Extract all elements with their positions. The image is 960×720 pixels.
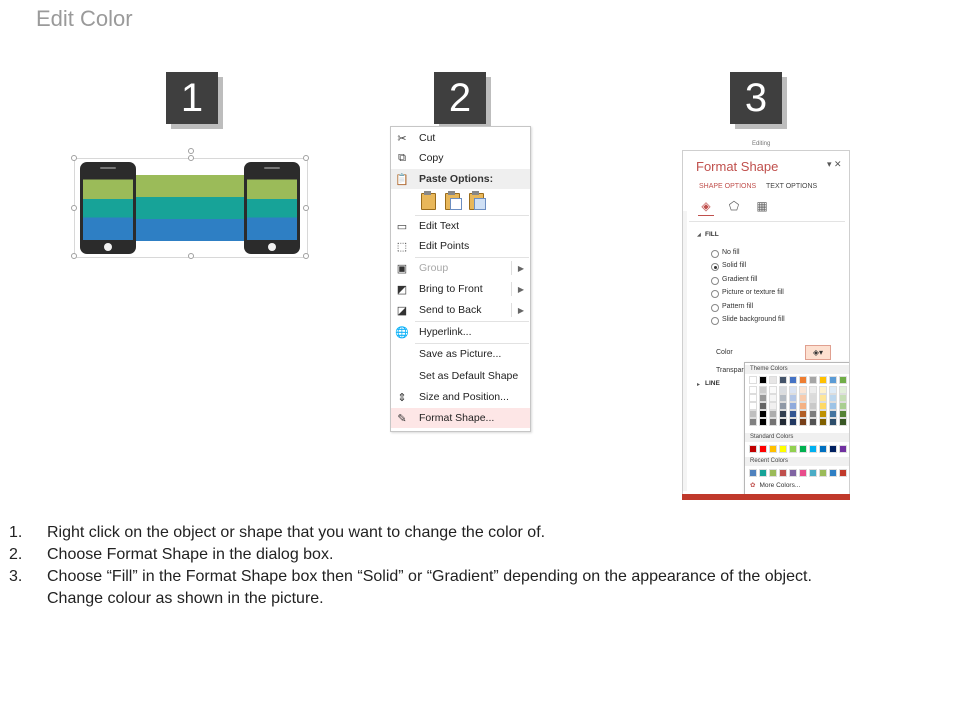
send-to-back-icon: ◪ — [396, 304, 408, 317]
radio-slide-background-fill[interactable] — [711, 317, 719, 325]
format-shape-icon: ✎ — [397, 412, 407, 425]
radio-label: Pattern fill — [722, 303, 754, 310]
menu-item-label: Save as Picture... — [419, 348, 502, 360]
instruction-text: Choose “Fill” in the Format Shape box then “Solid” or “Gradient” depending on the appearance of the object. — [47, 568, 812, 585]
theme-color-tint-swatch[interactable] — [839, 402, 847, 410]
paste-options-header — [391, 169, 530, 189]
menu-item-save-as-picture[interactable] — [391, 344, 530, 364]
theme-color-tint-swatch[interactable] — [829, 394, 837, 402]
standard-color-swatch[interactable] — [839, 445, 847, 453]
phone-right — [244, 162, 300, 254]
recent-color-swatch[interactable] — [799, 469, 807, 477]
paste-picture-icon[interactable] — [467, 191, 485, 209]
theme-color-tint-swatch[interactable] — [839, 394, 847, 402]
selected-phone-shape[interactable] — [74, 148, 308, 260]
theme-color-tint-swatch[interactable] — [769, 386, 777, 394]
recent-color-swatch[interactable] — [839, 469, 847, 477]
theme-color-tint-swatch[interactable] — [789, 394, 797, 402]
menu-item-label: Copy — [419, 152, 444, 164]
menu-item-label: Edit Points — [419, 240, 470, 252]
instruction-text: Right click on the object or shape that you want to change the color of. — [47, 524, 546, 541]
recent-color-swatch[interactable] — [749, 469, 757, 477]
menu-item-send-to-back[interactable] — [391, 300, 530, 320]
radio-label: Picture or texture fill — [722, 289, 784, 296]
theme-color-swatch[interactable] — [819, 376, 827, 384]
phone-left-screen — [83, 174, 133, 240]
pane-scrollbar[interactable] — [683, 211, 687, 491]
color-picker-popup — [744, 362, 850, 498]
theme-color-tint-swatch[interactable] — [799, 386, 807, 394]
recent-color-swatch[interactable] — [759, 469, 767, 477]
radio-pattern-fill[interactable] — [711, 304, 719, 312]
phone-right-screen — [247, 174, 297, 240]
menu-item-cut[interactable] — [391, 128, 530, 148]
theme-color-swatch[interactable] — [769, 376, 777, 384]
recent-color-swatch[interactable] — [819, 469, 827, 477]
recent-color-swatch[interactable] — [829, 469, 837, 477]
format-shape-screenshot — [682, 140, 850, 500]
step-badge-3: 3 — [730, 72, 782, 124]
format-shape-pane — [682, 150, 850, 498]
size-properties-icon[interactable]: ▦ — [756, 199, 768, 213]
submenu-arrow-icon: ▶ — [517, 263, 524, 273]
menu-item-label: Bring to Front — [419, 283, 483, 295]
theme-color-shade-swatch[interactable] — [829, 410, 837, 418]
theme-color-shade-swatch[interactable] — [839, 418, 847, 426]
theme-color-swatch[interactable] — [789, 376, 797, 384]
menu-item-label: Hyperlink... — [419, 326, 472, 338]
theme-color-tint-swatch[interactable] — [809, 402, 817, 410]
menu-item-set-default-shape[interactable] — [391, 366, 530, 386]
theme-color-shade-swatch[interactable] — [769, 410, 777, 418]
standard-color-swatch[interactable] — [759, 445, 767, 453]
theme-color-tint-swatch[interactable] — [769, 402, 777, 410]
theme-color-shade-swatch[interactable] — [779, 418, 787, 426]
color-band-green — [132, 175, 244, 197]
theme-color-tint-swatch[interactable] — [759, 386, 767, 394]
page-title: Edit Color — [36, 6, 133, 31]
collapse-triangle-icon[interactable]: ▸ — [697, 382, 701, 388]
instruction-number: 2. — [9, 546, 23, 563]
menu-item-label: Edit Text — [419, 220, 460, 232]
theme-color-tint-swatch[interactable] — [809, 386, 817, 394]
theme-colors-header: Theme Colors — [745, 365, 850, 374]
pane-icon-row — [699, 199, 769, 213]
hyperlink-icon: 🌐 — [395, 326, 409, 339]
theme-color-swatch[interactable] — [749, 376, 757, 384]
standard-colors-header: Standard Colors — [745, 433, 850, 442]
radio-label: No fill — [722, 249, 740, 256]
standard-color-swatch[interactable] — [799, 445, 807, 453]
edit-text-icon: ▭ — [396, 220, 408, 233]
submenu-arrow-icon[interactable]: ▶ — [517, 305, 524, 315]
transparency-label: Transpar — [716, 367, 744, 374]
size-position-icon: ⇕ — [397, 391, 407, 404]
theme-color-shade-swatch[interactable] — [759, 418, 767, 426]
recent-color-swatch[interactable] — [809, 469, 817, 477]
radio-label: Gradient fill — [722, 276, 758, 283]
paste-icon: 📋 — [395, 173, 409, 186]
menu-item-label: Format Shape... — [419, 412, 495, 424]
paste-options-row — [419, 191, 485, 209]
theme-color-shade-swatch[interactable] — [819, 410, 827, 418]
theme-color-tint-swatch[interactable] — [749, 386, 757, 394]
menu-item-label: Paste Options: — [419, 173, 494, 185]
menu-item-label: Set as Default Shape — [419, 370, 519, 382]
theme-color-tint-swatch[interactable] — [819, 402, 827, 410]
instruction-number: 1. — [9, 524, 23, 541]
instruction-number: 3. — [9, 568, 23, 585]
theme-color-tint-swatch[interactable] — [839, 386, 847, 394]
theme-color-shade-swatch[interactable] — [819, 418, 827, 426]
theme-color-tint-swatch[interactable] — [829, 402, 837, 410]
theme-color-swatch[interactable] — [829, 376, 837, 384]
taskbar-strip — [682, 494, 850, 500]
recent-color-swatch[interactable] — [789, 469, 797, 477]
theme-color-shade-swatch[interactable] — [839, 410, 847, 418]
theme-color-shade-swatch[interactable] — [829, 418, 837, 426]
menu-item-label: Group — [419, 262, 449, 274]
theme-color-swatch[interactable] — [759, 376, 767, 384]
group-icon: ▣ — [396, 262, 408, 275]
theme-color-tint-swatch[interactable] — [779, 394, 787, 402]
menu-item-bring-to-front[interactable] — [391, 279, 530, 299]
copy-icon: ⧉ — [398, 151, 406, 164]
theme-color-tint-swatch[interactable] — [759, 402, 767, 410]
standard-color-swatch[interactable] — [789, 445, 797, 453]
recent-color-swatch[interactable] — [769, 469, 777, 477]
scissors-icon: ✂ — [397, 132, 407, 145]
menu-item-group[interactable] — [391, 258, 530, 278]
theme-color-tint-swatch[interactable] — [799, 394, 807, 402]
bring-to-front-icon: ◩ — [396, 283, 408, 296]
theme-color-swatch[interactable] — [779, 376, 787, 384]
fill-color-dropdown[interactable]: ◈▾ — [805, 345, 831, 360]
radio-picture-fill[interactable] — [711, 290, 719, 298]
phone-left — [80, 162, 136, 254]
effects-icon[interactable]: ⬠ — [728, 199, 740, 213]
radio-gradient-fill[interactable] — [711, 277, 719, 285]
theme-color-shade-swatch[interactable] — [809, 418, 817, 426]
tab-shape-options[interactable]: SHAPE OPTIONS — [699, 183, 757, 190]
theme-color-shade-swatch[interactable] — [749, 418, 757, 426]
standard-color-swatch[interactable] — [809, 445, 817, 453]
standard-color-swatch[interactable] — [779, 445, 787, 453]
edit-points-icon: ⬚ — [396, 240, 408, 253]
menu-item-format-shape[interactable] — [391, 408, 530, 428]
resize-handle-r[interactable] — [303, 205, 309, 211]
theme-color-shade-swatch[interactable] — [789, 418, 797, 426]
theme-color-tint-swatch[interactable] — [809, 394, 817, 402]
theme-color-shade-swatch[interactable] — [789, 410, 797, 418]
color-label: Color — [716, 349, 733, 356]
resize-handle-tr[interactable] — [303, 155, 309, 161]
theme-color-shade-swatch[interactable] — [759, 410, 767, 418]
fill-section-header[interactable]: FILL — [705, 231, 719, 238]
recent-colors-header: Recent Colors — [745, 457, 850, 466]
instruction-text: Choose Format Shape in the dialog box. — [47, 546, 334, 563]
step-badge-2: 2 — [434, 72, 486, 124]
menu-item-copy[interactable] — [391, 148, 530, 168]
submenu-arrow-icon[interactable]: ▶ — [517, 284, 524, 294]
radio-label: Slide background fill — [722, 316, 785, 323]
theme-color-tint-swatch[interactable] — [759, 394, 767, 402]
menu-item-edit-points[interactable] — [391, 236, 530, 256]
step-badge-1: 1 — [166, 72, 218, 124]
resize-handle-t[interactable] — [188, 155, 194, 161]
theme-color-tint-swatch[interactable] — [819, 394, 827, 402]
resize-handle-br[interactable] — [303, 253, 309, 259]
theme-color-tint-swatch[interactable] — [799, 402, 807, 410]
color-band-blue — [132, 219, 244, 241]
theme-color-tint-swatch[interactable] — [789, 402, 797, 410]
theme-color-shade-swatch[interactable] — [779, 410, 787, 418]
radio-solid-fill[interactable] — [711, 263, 719, 271]
color-band-teal — [132, 197, 244, 219]
rotation-handle[interactable] — [188, 148, 194, 154]
context-menu — [390, 126, 531, 432]
theme-color-tint-swatch[interactable] — [829, 386, 837, 394]
menu-item-label: Cut — [419, 132, 436, 144]
color-wheel-icon: ✿ — [750, 482, 756, 489]
ribbon-group-label: Editing — [752, 141, 771, 147]
menu-item-edit-text[interactable] — [391, 216, 530, 236]
resize-handle-l[interactable] — [71, 205, 77, 211]
theme-color-shade-swatch[interactable] — [749, 410, 757, 418]
resize-handle-b[interactable] — [188, 253, 194, 259]
menu-item-label: Size and Position... — [419, 391, 509, 403]
radio-no-fill[interactable] — [711, 250, 719, 258]
theme-color-tint-swatch[interactable] — [779, 402, 787, 410]
standard-color-swatch[interactable] — [829, 445, 837, 453]
theme-color-shade-swatch[interactable] — [769, 418, 777, 426]
line-section-header[interactable]: LINE — [705, 380, 720, 387]
theme-color-tint-swatch[interactable] — [769, 394, 777, 402]
standard-color-swatch[interactable] — [819, 445, 827, 453]
theme-color-tint-swatch[interactable] — [749, 402, 757, 410]
resize-handle-bl[interactable] — [71, 253, 77, 259]
more-colors-item[interactable] — [750, 481, 800, 489]
theme-color-tint-swatch[interactable] — [819, 386, 827, 394]
expand-triangle-icon[interactable]: ◢ — [697, 232, 701, 238]
theme-color-swatch[interactable] — [809, 376, 817, 384]
theme-color-shade-swatch[interactable] — [799, 410, 807, 418]
theme-color-shade-swatch[interactable] — [799, 418, 807, 426]
theme-color-swatch[interactable] — [839, 376, 847, 384]
fill-line-icon[interactable]: ◈ — [701, 199, 711, 213]
standard-color-swatch[interactable] — [769, 445, 777, 453]
pane-title: Format Shape — [696, 159, 779, 174]
theme-color-shade-swatch[interactable] — [809, 410, 817, 418]
theme-color-tint-swatch[interactable] — [779, 386, 787, 394]
paste-keep-formatting-icon[interactable] — [419, 191, 437, 209]
more-colors-label: More Colors... — [759, 481, 801, 489]
tab-text-options[interactable]: TEXT OPTIONS — [766, 183, 818, 190]
radio-label: Solid fill — [722, 262, 747, 269]
menu-item-label: Send to Back — [419, 304, 482, 316]
instruction-text: Change colour as shown in the picture. — [47, 590, 324, 607]
recent-color-swatch[interactable] — [779, 469, 787, 477]
theme-color-swatch[interactable] — [799, 376, 807, 384]
menu-item-hyperlink[interactable] — [391, 322, 530, 342]
resize-handle-tl[interactable] — [71, 155, 77, 161]
menu-item-size-and-position[interactable] — [391, 387, 530, 407]
theme-color-tint-swatch[interactable] — [789, 386, 797, 394]
pane-close-icon[interactable]: ▾ ✕ — [827, 159, 842, 169]
theme-color-tint-swatch[interactable] — [749, 394, 757, 402]
standard-color-swatch[interactable] — [749, 445, 757, 453]
paste-use-destination-icon[interactable] — [443, 191, 461, 209]
